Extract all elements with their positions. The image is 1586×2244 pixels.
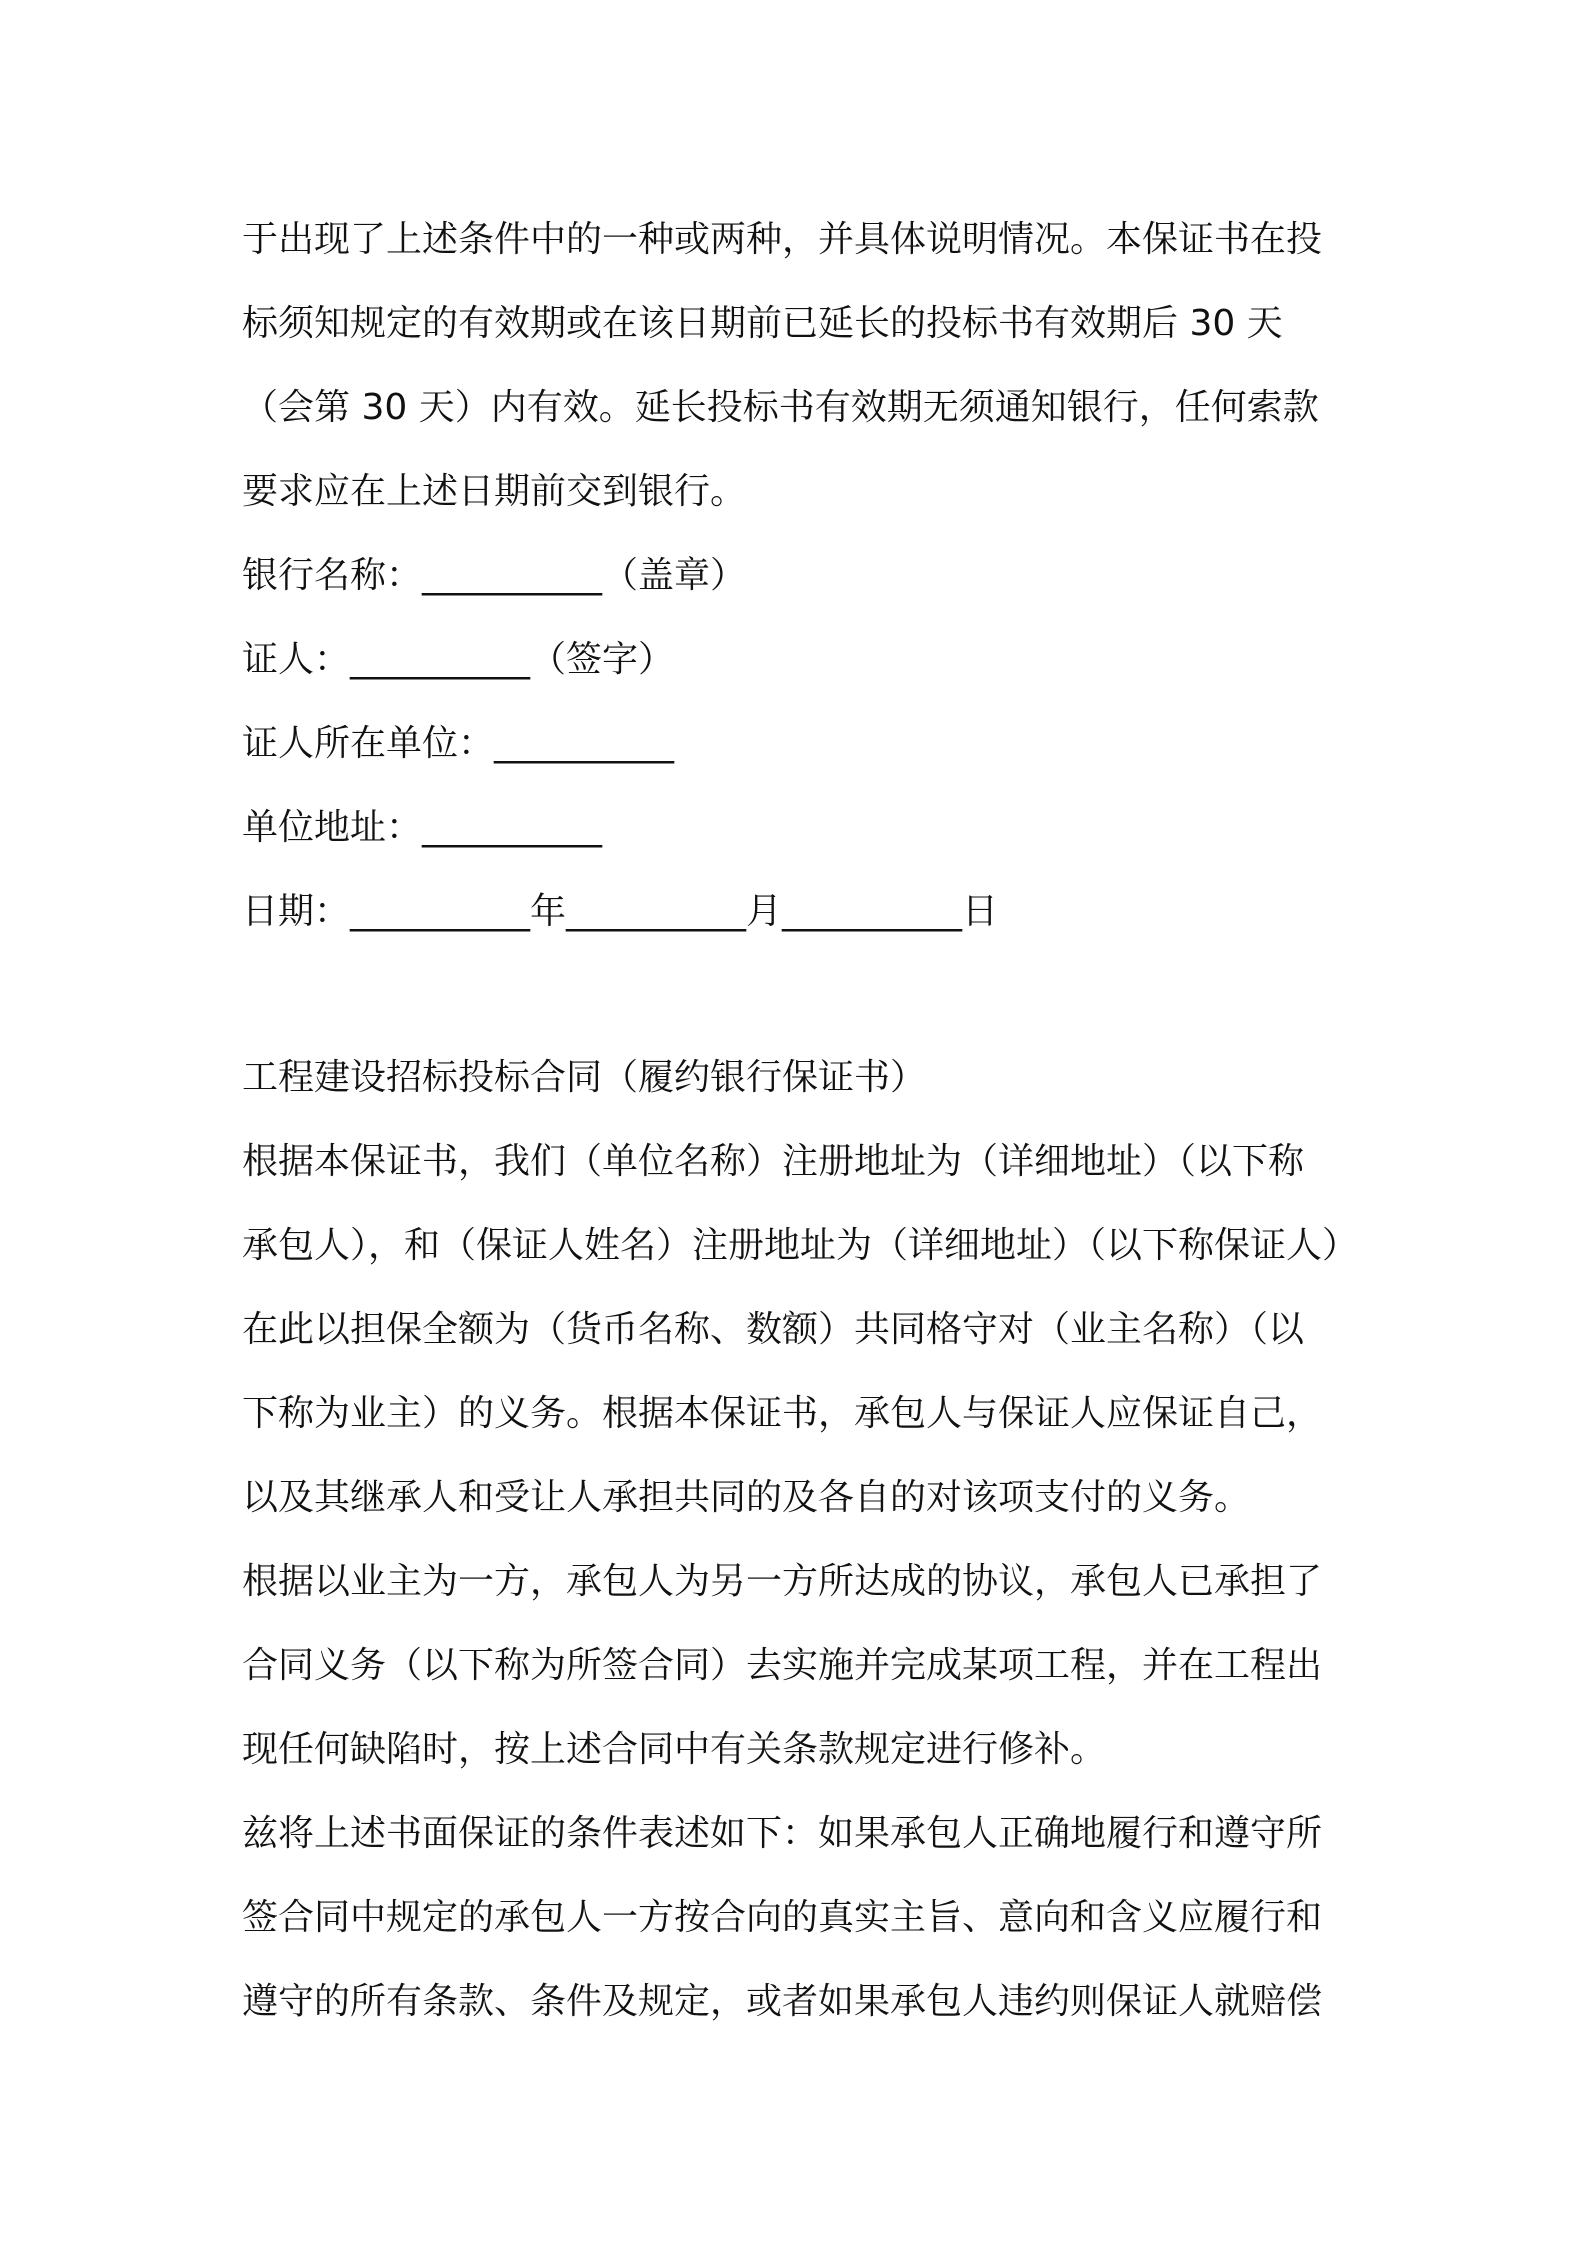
text-line: 标须知规定的有效期或在该日期前已延长的投标书有效期后 30 天 (242, 303, 1283, 344)
paragraph-guarantee-parties (242, 1120, 1362, 1540)
text-line: 兹将上述书面保证的条件表述如下：如果承包人正确地履行和遵守所 (242, 1813, 1323, 1854)
text-line: 下称为业主）的义务。根据本保证书，承包人与保证人应保证自己， (242, 1393, 1323, 1434)
document-content (242, 198, 1362, 2044)
text-line: 在此以担保全额为（货币名称、数额）共同格守对（业主名称）（以 (242, 1309, 1305, 1350)
text-line: 要求应在上述日期前交到银行。 (242, 471, 747, 512)
signature-fields (242, 534, 1362, 954)
paragraph-contract-obligation (242, 1540, 1362, 1792)
bank-name-field: 银行名称：__________（盖章） (242, 555, 747, 596)
text-line: 合同义务（以下称为所签合同）去实施并完成某项工程，并在工程出 (242, 1645, 1323, 1686)
witness-field: 证人：__________（签字） (242, 639, 675, 680)
date-field: 日期：__________年__________月__________日 (242, 891, 999, 932)
text-line: 根据本保证书，我们（单位名称）注册地址为（详细地址）（以下称 (242, 1141, 1305, 1182)
paragraph-guarantee-conditions (242, 1792, 1362, 2044)
text-line: 承包人），和（保证人姓名）注册地址为（详细地址）（以下称保证人） (242, 1225, 1359, 1266)
section-spacer (242, 954, 1362, 1036)
text-line: 于出现了上述条件中的一种或两种，并具体说明情况。本保证书在投 (242, 219, 1323, 260)
text-line: 现任何缺陷时，按上述合同中有关条款规定进行修补。 (242, 1729, 1107, 1770)
text-line: 签合同中规定的承包人一方按合向的真实主旨、意向和含义应履行和 (242, 1897, 1323, 1938)
text-line: 根据以业主为一方，承包人为另一方所达成的协议，承包人已承担了 (242, 1561, 1323, 1602)
section-title: 工程建设招标投标合同（履约银行保证书） (242, 1057, 927, 1098)
witness-unit-field: 证人所在单位：__________ (242, 723, 675, 764)
text-line: 以及其继承人和受让人承担共同的及各自的对该项支付的义务。 (242, 1477, 1251, 1518)
text-line: （会第 30 天）内有效。延长投标书有效期无须通知银行，任何索款 (242, 387, 1319, 428)
unit-address-field: 单位地址：__________ (242, 807, 603, 848)
text-line: 遵守的所有条款、条件及规定，或者如果承包人违约则保证人就赔偿 (242, 1981, 1323, 2022)
paragraph-validity (242, 198, 1362, 534)
